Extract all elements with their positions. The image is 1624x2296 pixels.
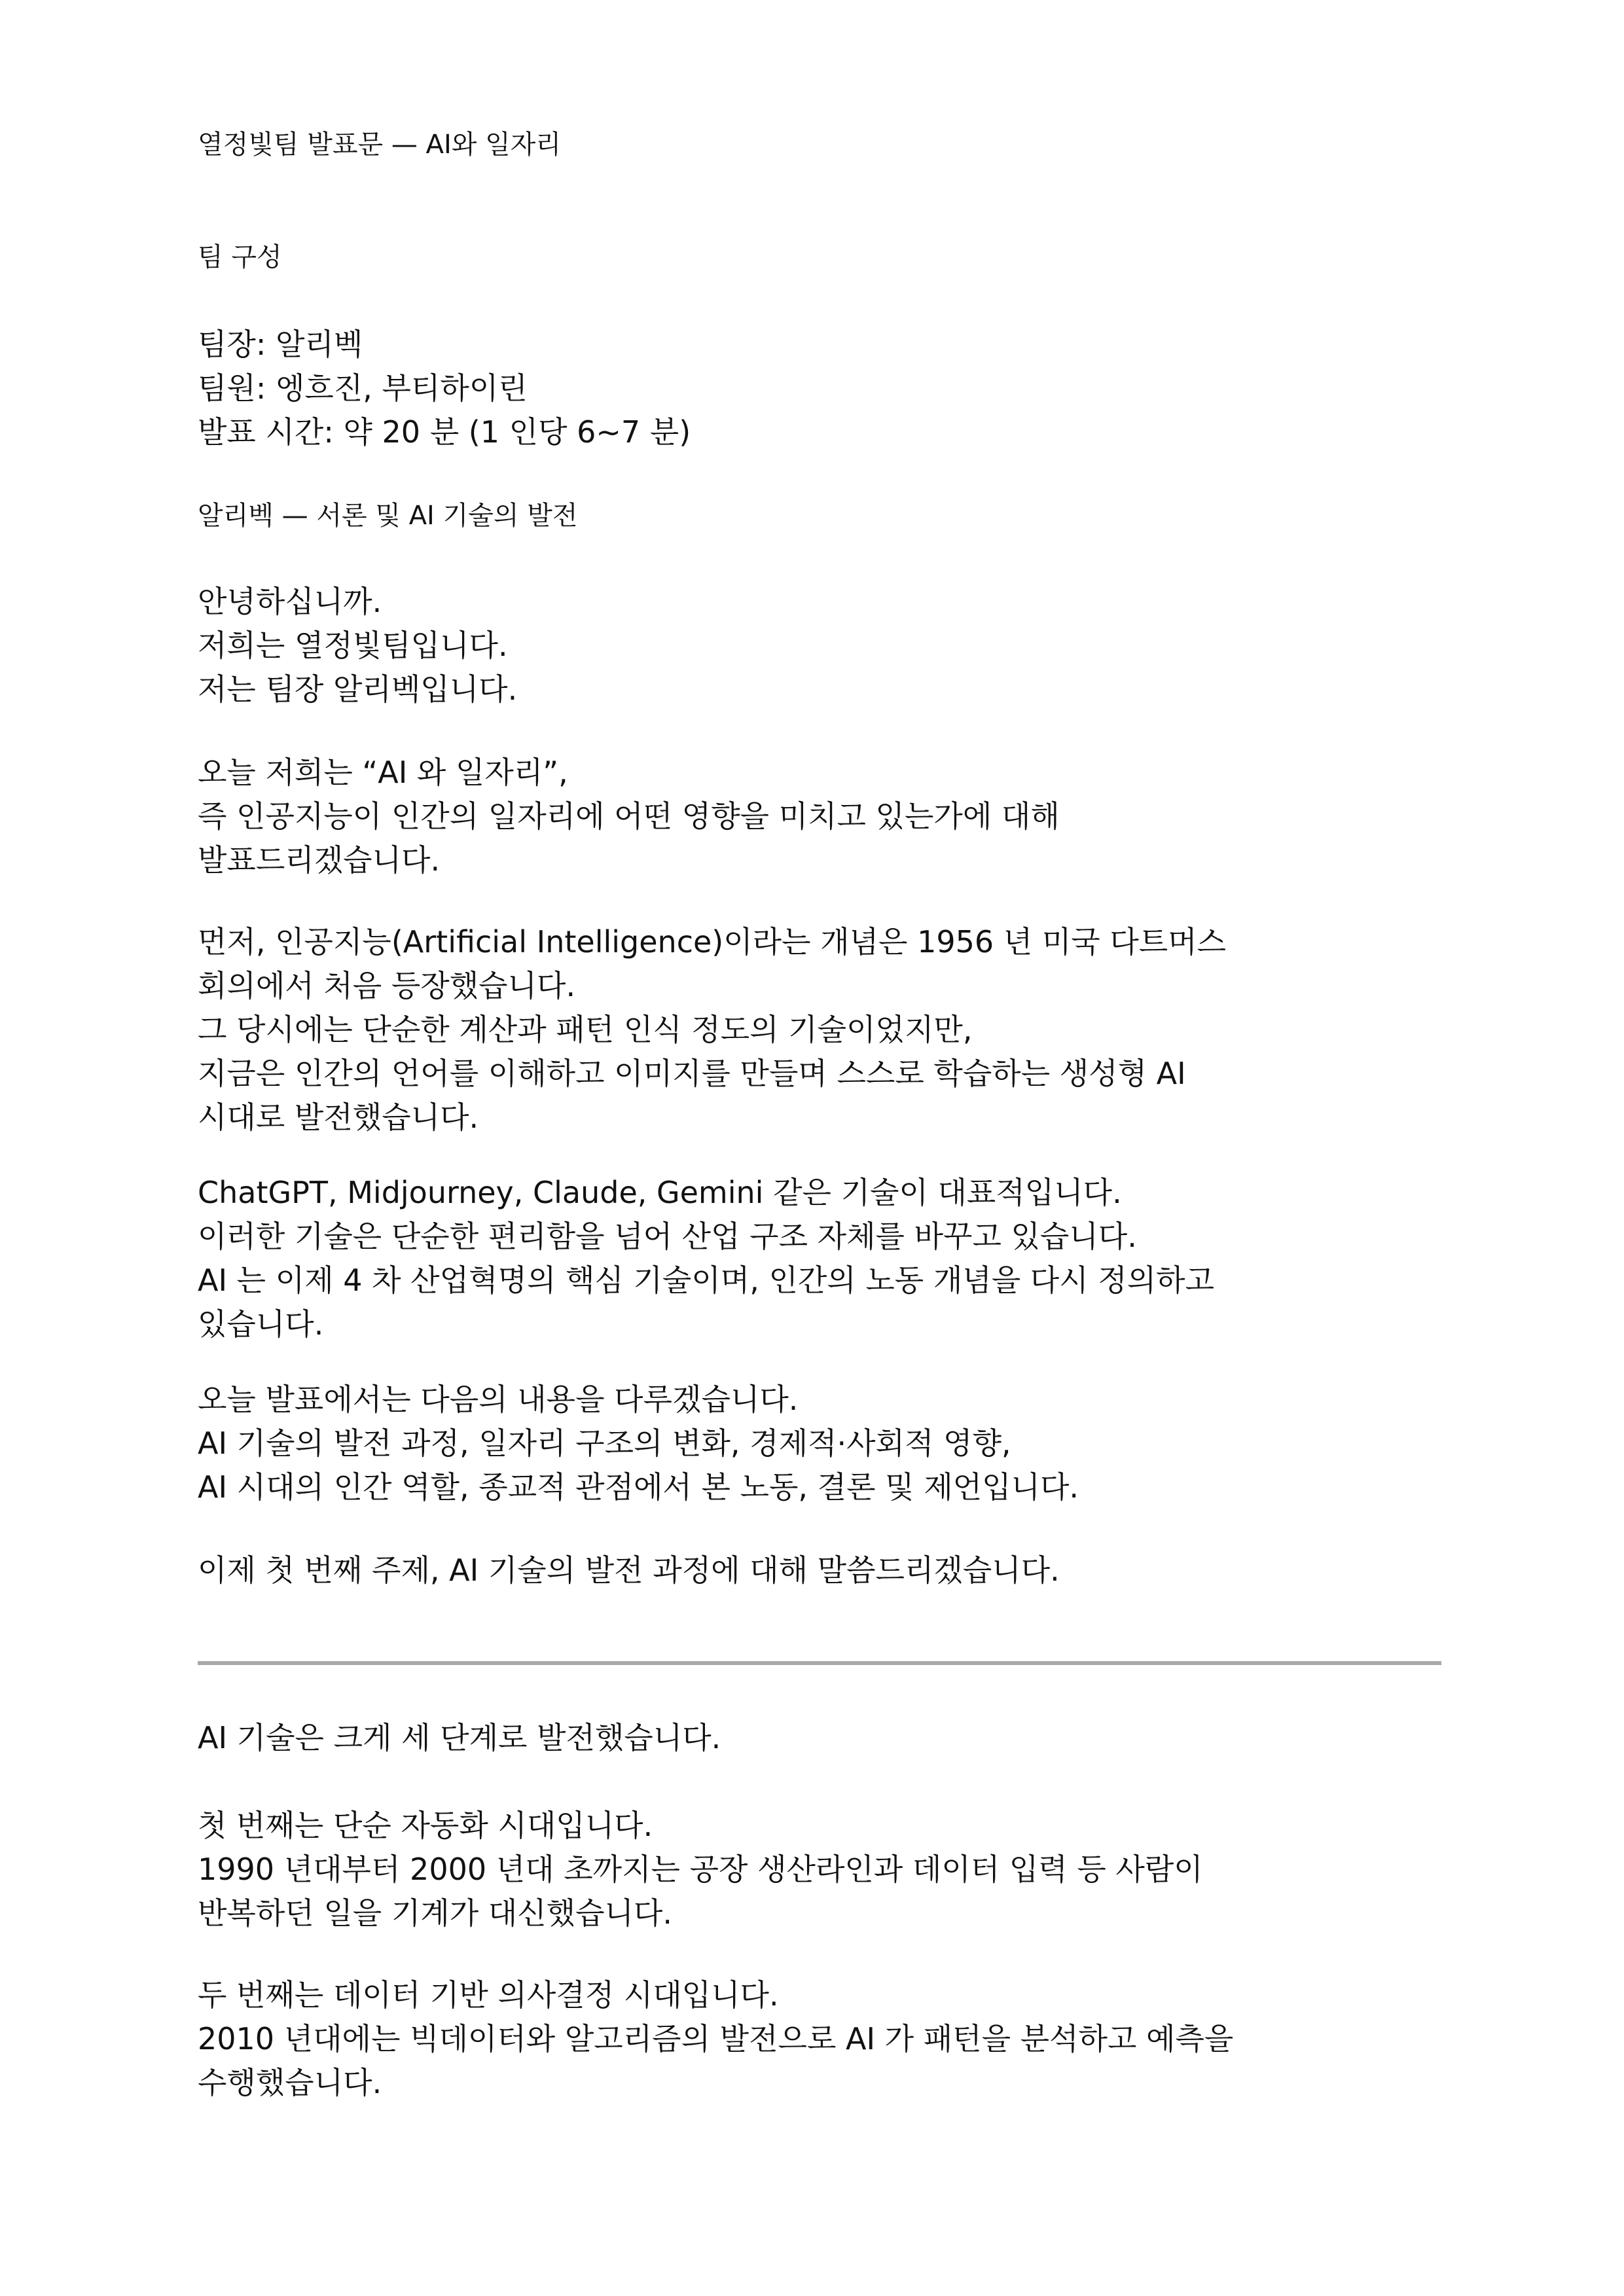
paragraph-line: 반복하던 일을 기계가 대신했습니다. <box>198 1895 673 1931</box>
paragraph-line: AI 기술의 발전 과정, 일자리 구조의 변화, 경제적·사회적 영향, <box>198 1426 1011 1461</box>
paragraph-line: 오늘 발표에서는 다음의 내용을 다루겠습니다. <box>198 1382 799 1417</box>
paragraph-line: 즉 인공지능이 인간의 일자리에 어떤 영향을 미치고 있는가에 대해 <box>198 798 1060 834</box>
paragraph-line: AI 는 이제 4 차 산업혁명의 핵심 기술이며, 인간의 노동 개념을 다시 정의하고 <box>198 1263 1215 1298</box>
team-info <box>198 323 1441 454</box>
paragraph-line: 첫 번째는 단순 자동화 시대입니다. <box>198 1808 653 1843</box>
transition-paragraph: 이제 첫 번째 주제, AI 기술의 발전 과정에 대해 말씀드리겠습니다. <box>198 1552 1060 1588</box>
paragraph-line: 이러한 기술은 단순한 편리함을 넘어 산업 구조 자체를 바꾸고 있습니다. <box>198 1219 1137 1254</box>
section-divider <box>198 1661 1441 1665</box>
paragraph-line: 수행했습니다. <box>198 2065 382 2100</box>
paragraph-line: 저는 팀장 알리벡입니다. <box>198 672 518 707</box>
agenda-paragraph <box>198 1378 1441 1509</box>
paragraph-line: 그 당시에는 단순한 계산과 패턴 인식 정도의 기술이었지만, <box>198 1012 973 1047</box>
paragraph-line: AI 시대의 인간 역할, 종교적 관점에서 본 노동, 결론 및 제언입니다. <box>198 1469 1079 1505</box>
paragraph-line: 안녕하십니까. <box>198 584 382 619</box>
greeting-paragraph <box>198 580 1441 711</box>
team-heading: 팀 구성 <box>198 242 282 272</box>
team-members-line: 팀원: 엥흐진, 부티하이린 <box>198 370 528 406</box>
section-heading: 알리벡 — 서론 및 AI 기술의 발전 <box>198 501 578 531</box>
examples-paragraph <box>198 1171 1441 1346</box>
paragraph-line: 있습니다. <box>198 1306 324 1342</box>
history-paragraph <box>198 920 1441 1139</box>
paragraph-line: 발표드리겠습니다. <box>198 842 441 878</box>
paragraph-line: 2010 년대에는 빅데이터와 알고리즘의 발전으로 AI 가 패턴을 분석하고 예측을 <box>198 2021 1234 2056</box>
document-title: 열정빛팀 발표문 — AI와 일자리 <box>198 130 562 160</box>
stages-intro-paragraph: AI 기술은 크게 세 단계로 발전했습니다. <box>198 1720 721 1755</box>
paragraph-line: 먼저, 인공지능(Artificial Intelligence)이라는 개념은 1956 년 미국 다트머스 <box>198 924 1227 960</box>
paragraph-line: 저희는 열정빛팀입니다. <box>198 628 508 663</box>
paragraph-line: 회의에서 처음 등장했습니다. <box>198 968 576 1003</box>
paragraph-line: 시대로 발전했습니다. <box>198 1100 479 1135</box>
intro-paragraph <box>198 751 1441 882</box>
team-leader-line: 팀장: 알리벡 <box>198 327 363 362</box>
paragraph-line: 지금은 인간의 언어를 이해하고 이미지를 만들며 스스로 학습하는 생성형 AI <box>198 1056 1186 1091</box>
paragraph-line: 두 번째는 데이터 기반 의사결정 시대입니다. <box>198 1977 779 2013</box>
stage1-paragraph <box>198 1804 1441 1935</box>
paragraph-line: 1990 년대부터 2000 년대 초까지는 공장 생산라인과 데이터 입력 등 사람이 <box>198 1852 1203 1887</box>
paragraph-line: ChatGPT, Midjourney, Claude, Gemini 같은 기술이 대표적입니다. <box>198 1175 1122 1210</box>
paragraph-line: 오늘 저희는 “AI 와 일자리”, <box>198 755 568 790</box>
presentation-time-line: 발표 시간: 약 20 분 (1 인당 6~7 분) <box>198 414 691 450</box>
stage2-paragraph <box>198 1973 1441 2105</box>
